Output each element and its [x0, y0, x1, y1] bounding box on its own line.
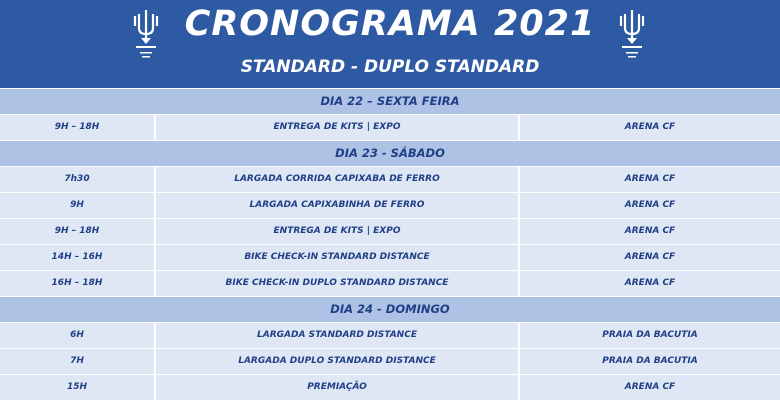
event-cell: LARGADA STANDARD DISTANCE	[156, 323, 520, 348]
place-cell: ARENA CF	[624, 278, 676, 288]
place-cell: ARENA CF	[624, 200, 676, 210]
day-header: DIA 24 - DOMINGO	[0, 296, 780, 322]
schedule-table	[0, 88, 780, 400]
table-row	[0, 270, 780, 296]
place-cell: PRAIA DA BACUTIA	[602, 356, 698, 366]
day-header: DIA 23 - SÁBADO	[0, 140, 780, 166]
place-cell: PRAIA DA BACUTIA	[602, 330, 698, 340]
event-cell: LARGADA CORRIDA CAPIXABA DE FERRO	[156, 167, 520, 192]
table-row	[0, 114, 780, 140]
time-cell: 9H – 18H	[0, 219, 156, 244]
event-cell: BIKE CHECK-IN STANDARD DISTANCE	[156, 245, 520, 270]
place-cell: ARENA CF	[624, 226, 676, 236]
time-cell: 16H – 18H	[0, 271, 156, 296]
table-row	[0, 322, 780, 348]
trident-logo-icon	[617, 8, 647, 60]
place-cell: ARENA CF	[624, 382, 676, 392]
time-cell: 9H	[0, 193, 156, 218]
time-cell: 15H	[0, 375, 156, 400]
table-row	[0, 166, 780, 192]
table-row	[0, 192, 780, 218]
header	[0, 0, 780, 88]
page-subtitle: STANDARD - DUPLO STANDARD	[240, 57, 540, 77]
table-row	[0, 244, 780, 270]
page-title: CRONOGRAMA 2021	[184, 4, 596, 44]
event-cell: BIKE CHECK-IN DUPLO STANDARD DISTANCE	[156, 271, 520, 296]
time-cell: 9H – 18H	[0, 115, 156, 140]
place-cell: ARENA CF	[624, 122, 676, 132]
event-cell: ENTREGA DE KITS | EXPO	[156, 115, 520, 140]
time-cell: 14H – 16H	[0, 245, 156, 270]
event-cell: LARGADA DUPLO STANDARD DISTANCE	[156, 349, 520, 374]
day-header: DIA 22 – SEXTA FEIRA	[0, 88, 780, 114]
time-cell: 7H	[0, 349, 156, 374]
table-row	[0, 348, 780, 374]
event-logo	[617, 8, 647, 60]
table-row	[0, 218, 780, 244]
table-row	[0, 374, 780, 400]
place-cell: ARENA CF	[624, 174, 676, 184]
event-cell: ENTREGA DE KITS | EXPO	[156, 219, 520, 244]
event-cell: PREMIAÇÃO	[156, 375, 520, 400]
time-cell: 7h30	[0, 167, 156, 192]
place-cell: ARENA CF	[624, 252, 676, 262]
time-cell: 6H	[0, 323, 156, 348]
event-cell: LARGADA CAPIXABINHA DE FERRO	[156, 193, 520, 218]
